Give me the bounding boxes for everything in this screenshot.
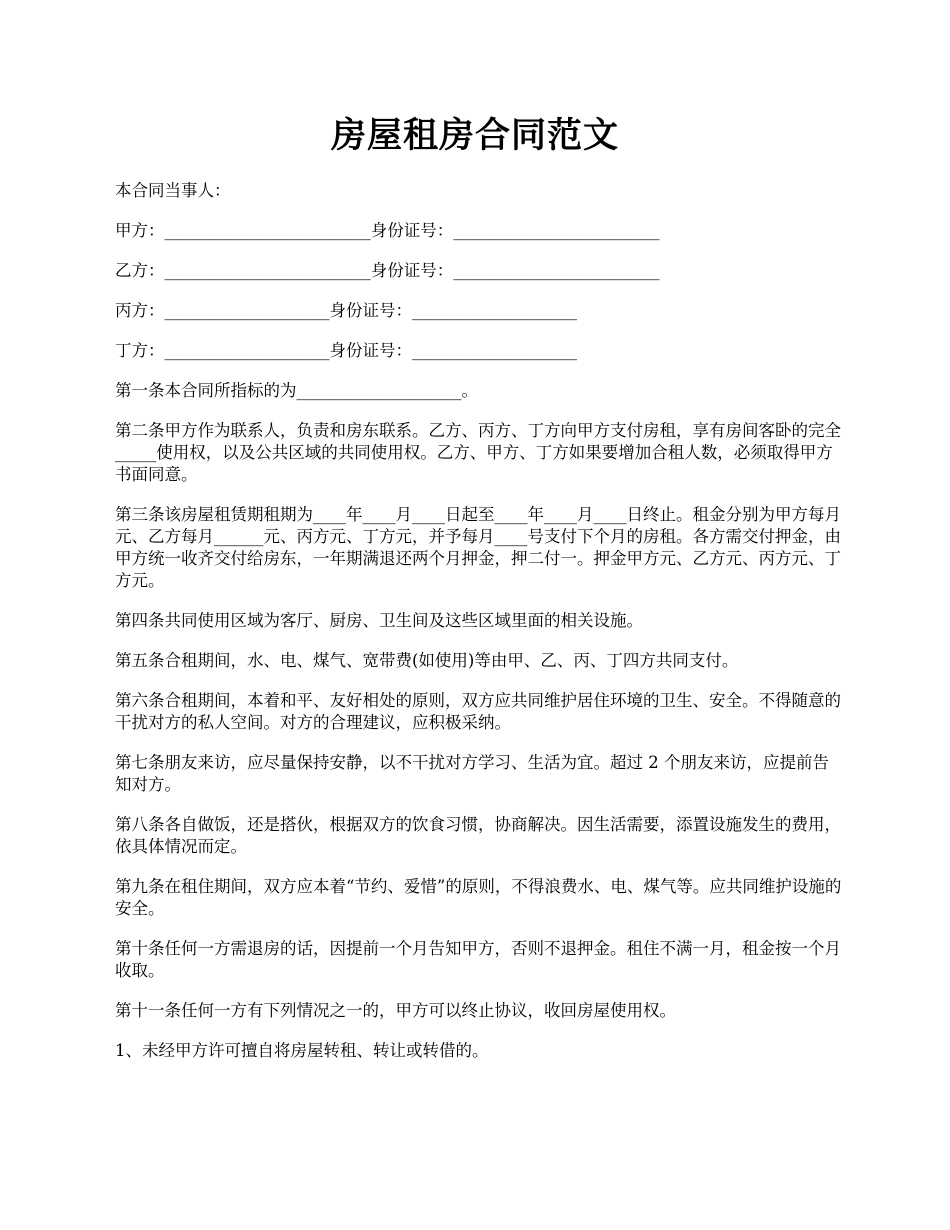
article-8: 第八条各自做饭，还是搭伙，根据双方的饮食习惯，协商解决。因生活需要，添置设施发生的费用，依具体情况而定。 — [115, 815, 841, 856]
party-a-line: 甲方：_________________________身份证号：_________________________ — [115, 221, 660, 240]
article-11-item-1: 1、未经甲方许可擅自将房屋转租、转让或转借的。 — [115, 1041, 489, 1060]
article-2: 第二条甲方作为联系人，负责和房东联系。乙方、丙方、丁方向甲方支付房租，享有房间客卧的完全_____使用权，以及公共区域的共同使用权。乙方、甲方、丁方如果要增加合租人数，必须取得甲方书面同意。 — [115, 421, 841, 484]
article-7: 第七条朋友来访，应尽量保持安静，以不干扰对方学习、生活为宜。超过 2 个朋友来访，应提前告知对方。 — [115, 753, 829, 794]
article-6: 第六条合租期间，本着和平、友好相处的原则，双方应共同维护居住环境的卫生、安全。不得随意的干扰对方的私人空间。对方的合理建议，应积极采纳。 — [115, 691, 841, 732]
parties-heading: 本合同当事人： — [115, 181, 231, 200]
article-3: 第三条该房屋租赁期租期为____年____月____日起至____年____月____日终止。租金分别为甲方每月元、乙方每月______元、丙方元、丁方元，并予每月____号支付下个月的房租。各方需交付押金，由甲方统一收齐交付给房东，一年期满退还两个月押金，押二付一。押金甲方元、乙方元、丙方元、丁方元。 — [115, 505, 841, 590]
party-b-line: 乙方：_________________________身份证号：_________________________ — [115, 261, 660, 280]
article-4: 第四条共同使用区域为客厅、厨房、卫生间及这些区域里面的相关设施。 — [115, 611, 643, 630]
article-11: 第十一条任何一方有下列情况之一的，甲方可以终止协议，收回房屋使用权。 — [115, 1001, 676, 1020]
document-title: 房屋租房合同范文 — [330, 115, 619, 156]
party-c-line: 丙方：____________________身份证号：____________________ — [115, 301, 577, 320]
article-5: 第五条合租期间，水、电、煤气、宽带费(如使用)等由甲、乙、丙、丁四方共同支付。 — [115, 651, 739, 670]
article-9: 第九条在租住期间，双方应本着“节约、爱惜”的原则，不得浪费水、电、煤气等。应共同维护设施的安全。 — [115, 877, 842, 918]
article-1: 第一条本合同所指标的为____________________。 — [115, 381, 478, 400]
document-body — [115, 180, 845, 1080]
party-d-line: 丁方：____________________身份证号：____________________ — [115, 341, 577, 360]
article-10: 第十条任何一方需退房的话，因提前一个月告知甲方，否则不退押金。租住不满一月，租金按一个月收取。 — [115, 939, 841, 980]
